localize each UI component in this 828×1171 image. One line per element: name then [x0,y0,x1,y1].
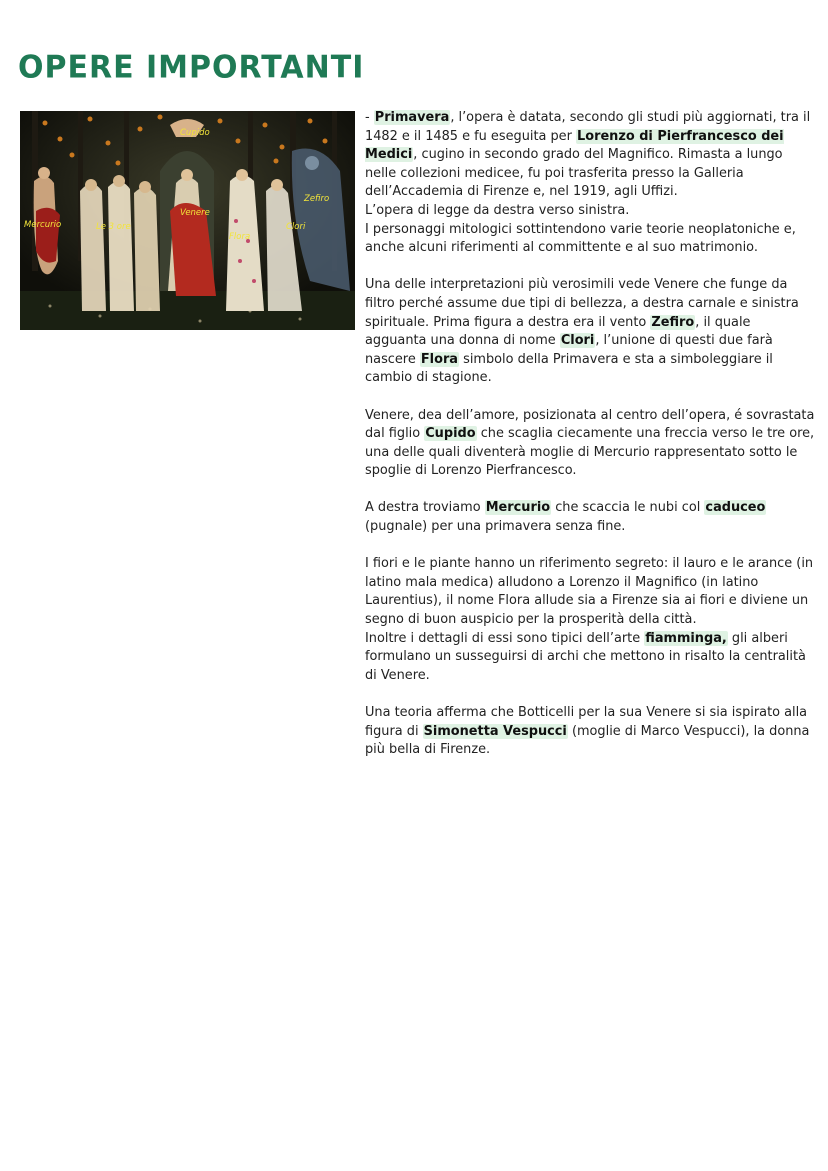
annotation-clori: Clori [286,222,306,232]
paragraph [365,555,815,629]
annotation-mercurio: Mercurio [24,220,62,230]
annotation-zefiro: Zefiro [304,194,330,204]
text-run: , cugino in secondo grado del Magnifico. Rimasta a lungo nelle collezioni medicee, fu poi trasferita presso la Galleria dell’Accademia di Firenze e, nel 1919, agli Uffizi. [365,147,783,200]
text-run: che scaccia le nubi col [551,500,705,516]
text-run: A destra troviamo [365,500,485,516]
paragraph [365,407,815,481]
annotation-flora: Flora [229,232,251,242]
highlighted-term: Clori [560,333,595,349]
paragraph [365,276,815,388]
highlighted-term: Simonetta Vespucci [423,723,567,739]
highlighted-term: caduceo [705,500,766,516]
text-run: I fiori e le piante hanno un riferimento segreto: il lauro e le arance (in latino mala medica) alludono a Lorenzo il Magnifico (in latino Laurentius), il nome Flora allude sia a Firenze sia ai fiori e diviene un segno di buon auspicio per la prosperità della città. [365,556,814,628]
text-run: , l’opera è datata, secondo gli studi più aggiornati, tra il 1482 e il 1485 e fu eseguita per [365,110,811,144]
text-run: gli alberi formulano un susseguirsi di archi che mettono in risalto la centralità di Venere. [365,630,806,683]
text-run: , l’unione di questi due farà nascere [365,333,773,367]
text-run: Una teoria afferma che Botticelli per la sua Venere si sia ispirato alla figura di [365,705,808,739]
text-run: che scaglia ciecamente una freccia verso le tre ore, una delle quali diventerà moglie di Mercurio rappresentato sotto le spoglie di Lorenzo Pierfrancesco. [365,426,815,479]
paragraph [365,109,815,202]
highlighted-term: Primavera [374,110,450,125]
text-run: I personaggi mitologici sottintendono varie teorie neoplatoniche e, anche alcuni riferimenti al committente e al suo matrimonio. [365,221,796,256]
highlighted-term: Zefiro [651,314,695,330]
text-run: Venere, dea dell’amore, posizionata al centro dell’opera, é sovrastata dal figlio [365,407,815,442]
highlighted-term: Cupido [425,426,476,442]
text-run: simbolo della Primavera e sta a simboleggiare il cambio di stagione. [365,351,773,386]
highlighted-term: Lorenzo di Pierfrancesco dei Medici [365,128,784,163]
paragraph [365,630,815,686]
article-body [365,109,815,760]
text-run: Una delle interpretazioni più verosimili vede Venere che funge da filtro perché assume due tipi di bellezza, a destra carnale e sinistra spirituale. Prima figura a destra era il vento [365,277,799,330]
highlighted-term: Flora [420,351,458,367]
annotation-cupido: Cupido [180,128,210,138]
page-title: OPERE IMPORTANTI [18,49,365,86]
paragraph [365,202,815,221]
annotation-venere: Venere [180,208,210,218]
text-run: (pugnale) per una primavera senza fine. [365,519,626,535]
highlighted-term: fiamminga, [645,630,727,646]
paragraph [365,221,815,258]
text-run: , il quale agguanta una donna di nome [365,314,751,349]
paragraph [365,704,815,760]
annotation-tre-grazie: Le 3 ore [96,222,131,232]
primavera-painting-image [20,111,355,330]
text-run: - [365,110,374,125]
text-run: Inoltre i dettagli di essi sono tipici dell’arte [365,630,645,646]
paragraph [365,499,815,536]
text-run: (moglie di Marco Vespucci), la donna più bella di Firenze. [365,723,810,758]
highlighted-term: Mercurio [485,500,551,516]
text-run: L’opera di legge da destra verso sinistra. [365,202,630,218]
